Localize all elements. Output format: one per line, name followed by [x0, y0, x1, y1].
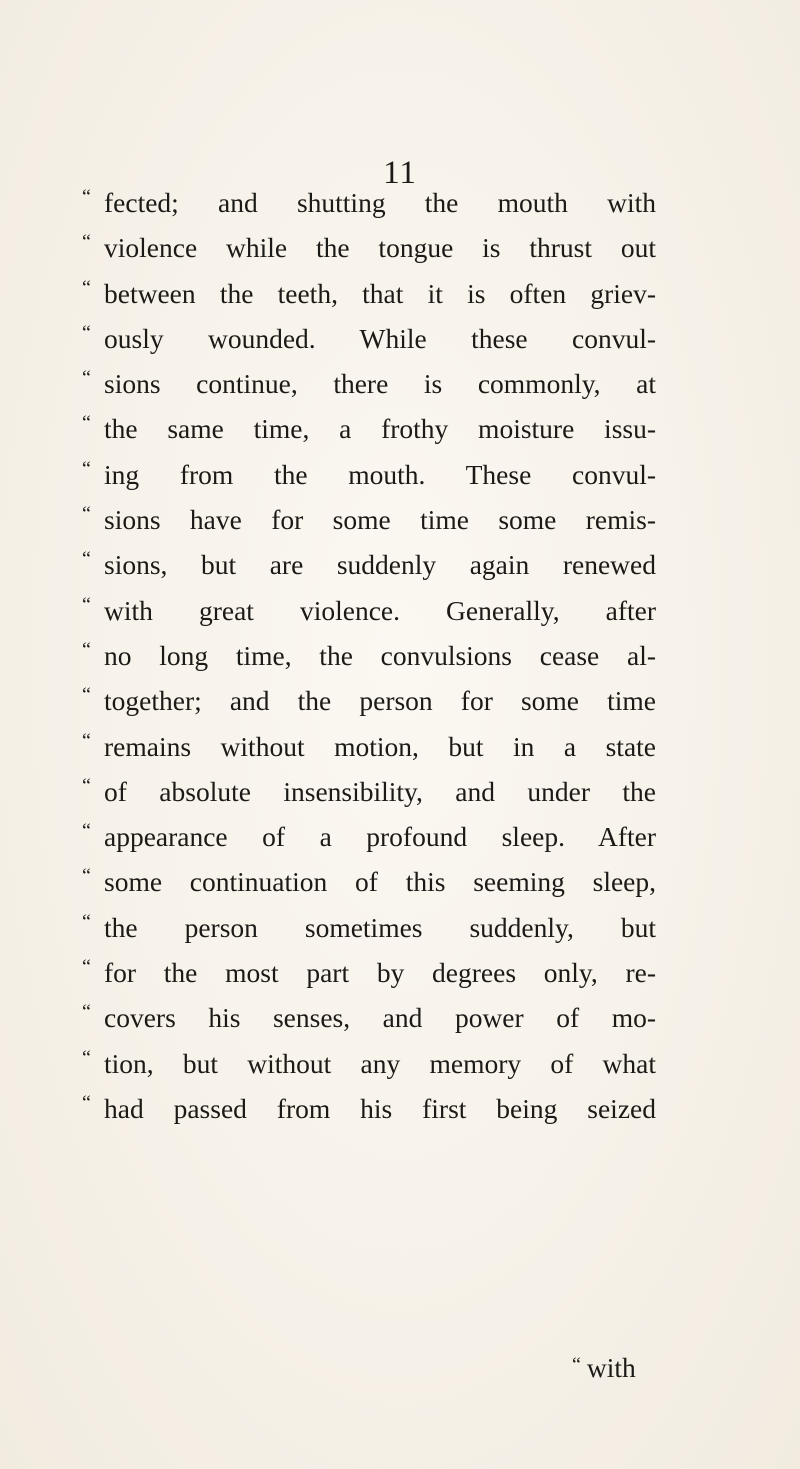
- text-line: [82, 995, 656, 1040]
- line-text: no long time, the convulsions cease al-: [104, 639, 656, 671]
- quote-mark: “: [82, 321, 91, 344]
- text-line: [82, 361, 656, 406]
- catchword-text: with: [586, 1352, 636, 1383]
- quote-mark: “: [82, 503, 91, 526]
- quote-mark: “: [82, 1046, 91, 1069]
- line-text: fected; and shutting the mouth with: [104, 187, 656, 218]
- text-line: [82, 316, 656, 361]
- line-text: covers his senses, and power of mo-: [104, 1002, 656, 1034]
- text-line: [82, 724, 656, 769]
- text-line: [82, 225, 656, 270]
- quote-mark: “: [82, 910, 91, 933]
- line-text: appearance of a profound sleep. After: [104, 821, 656, 853]
- quote-mark: “: [82, 231, 91, 254]
- text-line: [82, 542, 656, 587]
- text-line: [82, 271, 656, 316]
- text-line: [82, 452, 656, 497]
- text-line: [82, 497, 656, 542]
- quote-mark: “: [82, 276, 91, 299]
- line-text: of absolute insensibility, and under the: [104, 775, 656, 807]
- line-text: between the teeth, that it is often griev-: [104, 277, 656, 309]
- quote-mark: “: [82, 956, 91, 979]
- quote-mark: “: [82, 1001, 91, 1024]
- quote-mark: “: [82, 684, 91, 707]
- line-text: sions have for some time some remis-: [104, 504, 656, 536]
- line-text: together; and the person for some time: [104, 685, 656, 717]
- quote-mark: “: [572, 1354, 581, 1376]
- page-number: 11: [383, 155, 417, 191]
- line-text: with great violence. Generally, after: [104, 594, 656, 626]
- line-text: sions continue, there is commonly, at: [104, 368, 656, 400]
- quote-mark: “: [82, 412, 91, 435]
- text-line: [82, 633, 656, 678]
- quote-mark: “: [82, 820, 91, 843]
- quote-mark: “: [82, 638, 91, 661]
- quote-mark: “: [82, 457, 91, 480]
- line-text: sions, but are suddenly again renewed: [104, 549, 656, 581]
- body-text: [82, 162, 656, 1131]
- line-text: had passed from his first being seized: [104, 1092, 656, 1124]
- line-text: ing from the mouth. These convul-: [104, 458, 656, 490]
- text-line: [82, 814, 656, 859]
- quote-mark: “: [82, 367, 91, 390]
- quote-mark: “: [82, 548, 91, 571]
- text-line: [82, 905, 656, 950]
- line-text: the person sometimes suddenly, but: [104, 911, 656, 943]
- text-line: [82, 1086, 656, 1131]
- text-line: [82, 588, 656, 633]
- line-text: violence while the tongue is thrust out: [104, 232, 656, 264]
- text-line: [82, 180, 656, 225]
- quote-mark: “: [82, 186, 91, 208]
- text-line: [82, 950, 656, 995]
- line-text: tion, but without any memory of what: [104, 1047, 656, 1079]
- text-line: [82, 769, 656, 814]
- text-line: [82, 678, 656, 723]
- quote-mark: “: [82, 593, 91, 616]
- line-text: for the most part by degrees only, re-: [104, 957, 656, 989]
- line-text: remains without motion, but in a state: [104, 730, 656, 762]
- quote-mark: “: [82, 865, 91, 888]
- line-text: ously wounded. While these convul-: [104, 322, 656, 354]
- text-line: [82, 1041, 656, 1086]
- line-text: some continuation of this seeming sleep,: [104, 866, 656, 898]
- text-line: [82, 406, 656, 451]
- quote-mark: “: [82, 729, 91, 752]
- catchword: [572, 1352, 636, 1384]
- line-text: the same time, a frothy moisture issu-: [104, 413, 656, 445]
- text-line: [82, 859, 656, 904]
- quote-mark: “: [82, 774, 91, 797]
- quote-mark: “: [82, 1091, 91, 1114]
